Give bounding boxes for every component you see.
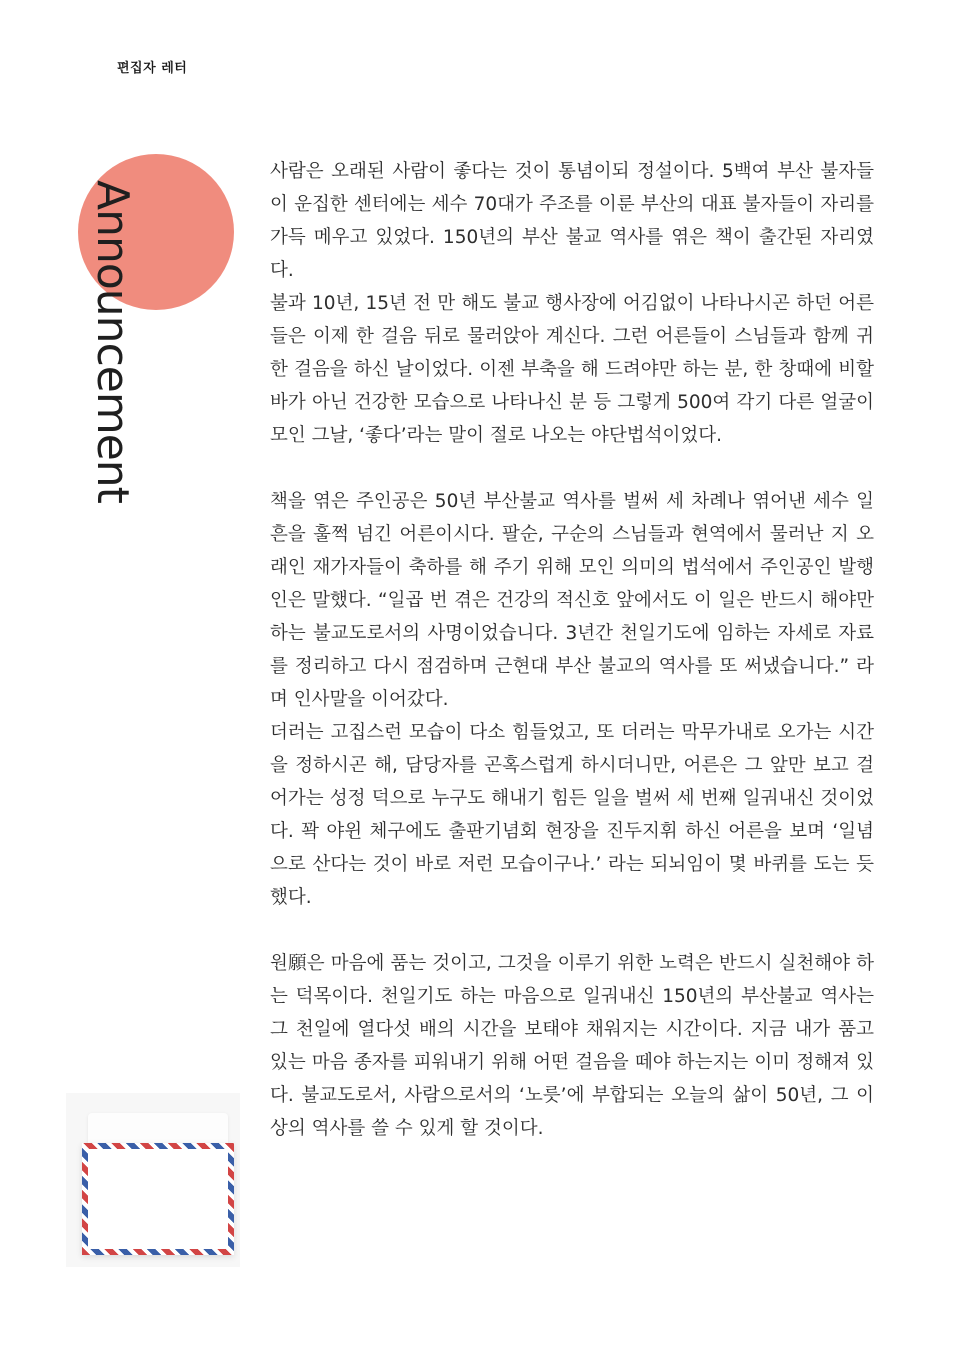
paragraph-2: 불과 10년, 15년 전 만 해도 불교 행사장에 어김없이 나타나시곤 하던 어른들은 이제 한 걸음 뒤로 물러앉아 계신다. 그런 어른들이 스님들과 함께 귀한 걸음을 하신 날이었다. 이젠 부축을 해 드려야만 하는 분, 한 창때에 비할 바가 아닌 건강한 모습으로 나타나신 분 등 그렇게 500여 각기 다른 얼굴이 모인 그날, ‘좋다’라는 말이 절로 나오는 야단법석이었다. [270,293,874,446]
vertical-title: Announcement [87,180,138,503]
envelope-image [66,1093,240,1267]
paragraph-gap [270,452,874,485]
paragraph-1: 사람은 오래된 사람이 좋다는 것이 통념이되 정설이다. 5백여 부산 불자들이 운집한 센터에는 세수 70대가 주조를 이룬 부산의 대표 불자들이 자리를 가득 메우고 있었다. 150년의 부산 불교 역사를 엮은 책이 출간된 자리였다. [270,161,874,281]
paragraph-4: 더러는 고집스런 모습이 다소 힘들었고, 또 더러는 막무가내로 오가는 시간을 정하시곤 해, 담당자를 곤혹스럽게 하시더니만, 어른은 그 앞만 보고 걸어가는 성정 덕으로 누구도 해내기 힘든 일을 벌써 세 번째 일궈내신 것이었다. 꽉 야윈 체구에도 출판기념회 현장을 진두지휘 하신 어른을 보며 ‘일념으로 산다는 것이 바로 저런 모습이구나.’ 라는 되뇌임이 몇 바퀴를 도는 듯했다. [270,722,874,908]
article-body [270,155,874,1145]
paragraph-5: 원願은 마음에 품는 것이고, 그것을 이루기 위한 노력은 반드시 실천해야 하는 덕목이다. 천일기도 하는 마음으로 일궈내신 150년의 부산불교 역사는 그 천일에 열다섯 배의 시간을 보태야 채워지는 시간이다. 지금 내가 품고 있는 마음 종자를 피워내기 위해 어떤 걸음을 떼야 하는지는 이미 정해져 있다. 불교도로서, 사람으로서의 ‘노릇’에 부합되는 오늘의 삶이 50년, 그 이상의 역사를 쓸 수 있게 할 것이다. [270,953,874,1139]
airmail-envelope [82,1143,234,1255]
paragraph-3: 책을 엮은 주인공은 50년 부산불교 역사를 벌써 세 차례나 엮어낸 세수 일흔을 훌쩍 넘긴 어른이시다. 팔순, 구순의 스님들과 현역에서 물러난 지 오래인 재가자들이 축하를 해 주기 위해 모인 의미의 법석에서 주인공인 발행인은 말했다. “일곱 번 겪은 건강의 적신호 앞에서도 이 일은 반드시 해야만 하는 불교도로서의 사명이었습니다. 3년간 천일기도에 임하는 자세로 자료를 정리하고 다시 점검하며 근현대 부산 불교의 역사를 또 써냈습니다.” 라며 인사말을 이어갔다. [270,491,874,710]
section-label: 편집자 레터 [117,61,188,76]
paragraph-gap [270,914,874,947]
